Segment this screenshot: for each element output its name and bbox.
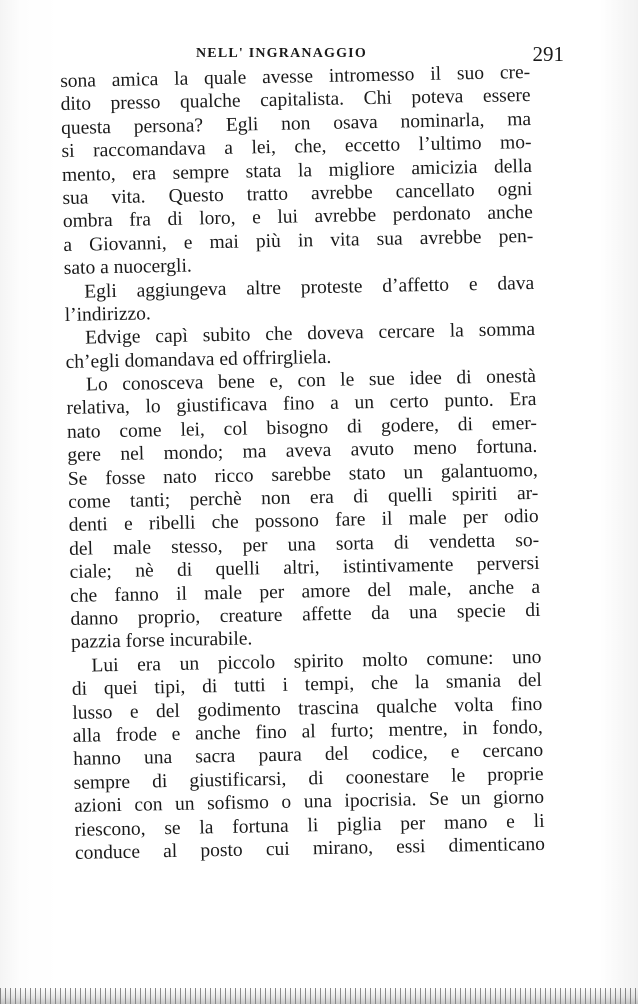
- text-line: mento, era sempre stata la migliore amicizia della: [61, 155, 533, 186]
- text-line: lusso e del godimento trascina qualche volta fino: [72, 693, 543, 724]
- text-line: di quei tipi, di tutti i tempi, che la smania del: [71, 670, 543, 701]
- text-line: gere nel mondo; ma aveva avuto meno fortuna.: [67, 436, 538, 467]
- text-line: dito presso qualche capitalista. Chi poteva essere: [60, 85, 531, 116]
- text-line: sua vita. Questo tratto avrebbe cancellato ogni: [62, 178, 533, 209]
- paragraph-end-line: sato a nuocergli.: [63, 255, 192, 280]
- text-line: riescono, se la fortuna li piglia per mano e li: [74, 810, 545, 841]
- text-line: sempre di giustificarsi, di coonestare le proprie: [73, 763, 544, 794]
- text-line: azioni con un sofismo o una ipocrisia. Se un giorno: [73, 786, 545, 817]
- text-line: come tanti; perchè non era di quelli spiriti ar-: [68, 482, 539, 513]
- paragraph-end-line: l’indirizzo.: [64, 303, 151, 326]
- text-line: ciale; nè di quelli altri, istintivamente perversi: [69, 553, 540, 584]
- text-line: Lui era un piccolo spirito molto comune: uno: [91, 646, 542, 677]
- text-line: conduce al posto cui mirano, essi dimenticano: [74, 833, 546, 864]
- text-line: ombra fra di loro, e lui avrebbe perdonato anche: [62, 202, 534, 233]
- text-line: a Giovanni, e mai più in vita sua avrebbe pen-: [63, 225, 534, 256]
- running-head: NELL' INGRANAGGIO: [196, 46, 367, 61]
- text-line: Edvige capì subito che doveva cercare la somma: [84, 319, 536, 349]
- text-line: che fanno il male per amore del male, anche a: [69, 576, 541, 607]
- text-line: Lo conosceva bene e, con le sue idee di onestà: [85, 365, 537, 396]
- page-bottom-edge: [0, 988, 638, 1004]
- text-line: alla frode e anche fino al furto; mentre, in fondo,: [72, 716, 543, 747]
- text-line: si raccomandava a lei, che, eccetto l’ultimo mo-: [61, 132, 532, 163]
- text-line: nato come lei, col bisogno di godere, di emer-: [66, 412, 538, 443]
- text-line: questa persona? Egli non osava nominarla, ma: [60, 108, 532, 139]
- text-line: danno proprio, creature affette da una specie di: [70, 599, 541, 630]
- text-line: Se fosse nato ricco sarebbe stato un galantuomo,: [67, 459, 538, 490]
- paragraph-end-line: pazzia forse incurabile.: [70, 628, 253, 654]
- text-line: sona amica la quale avesse intromesso il suo cre-: [60, 61, 531, 92]
- text-line: relativa, lo giustificava fino a un certo punto. Era: [66, 389, 537, 420]
- text-line: del male stesso, per una sorta di vendetta so-: [69, 529, 540, 560]
- paragraph-end-line: ch’egli domandava ed offrirgliela.: [65, 346, 332, 373]
- text-line: hanno una sacra paura del codice, e cercano: [73, 740, 544, 771]
- text-line: denti e ribelli che possono fare il male per odio: [68, 506, 539, 537]
- page-number: 291: [532, 42, 564, 66]
- text-line: Egli aggiungeva altre proteste d’affetto e dava: [84, 272, 535, 303]
- body-text: [60, 61, 545, 865]
